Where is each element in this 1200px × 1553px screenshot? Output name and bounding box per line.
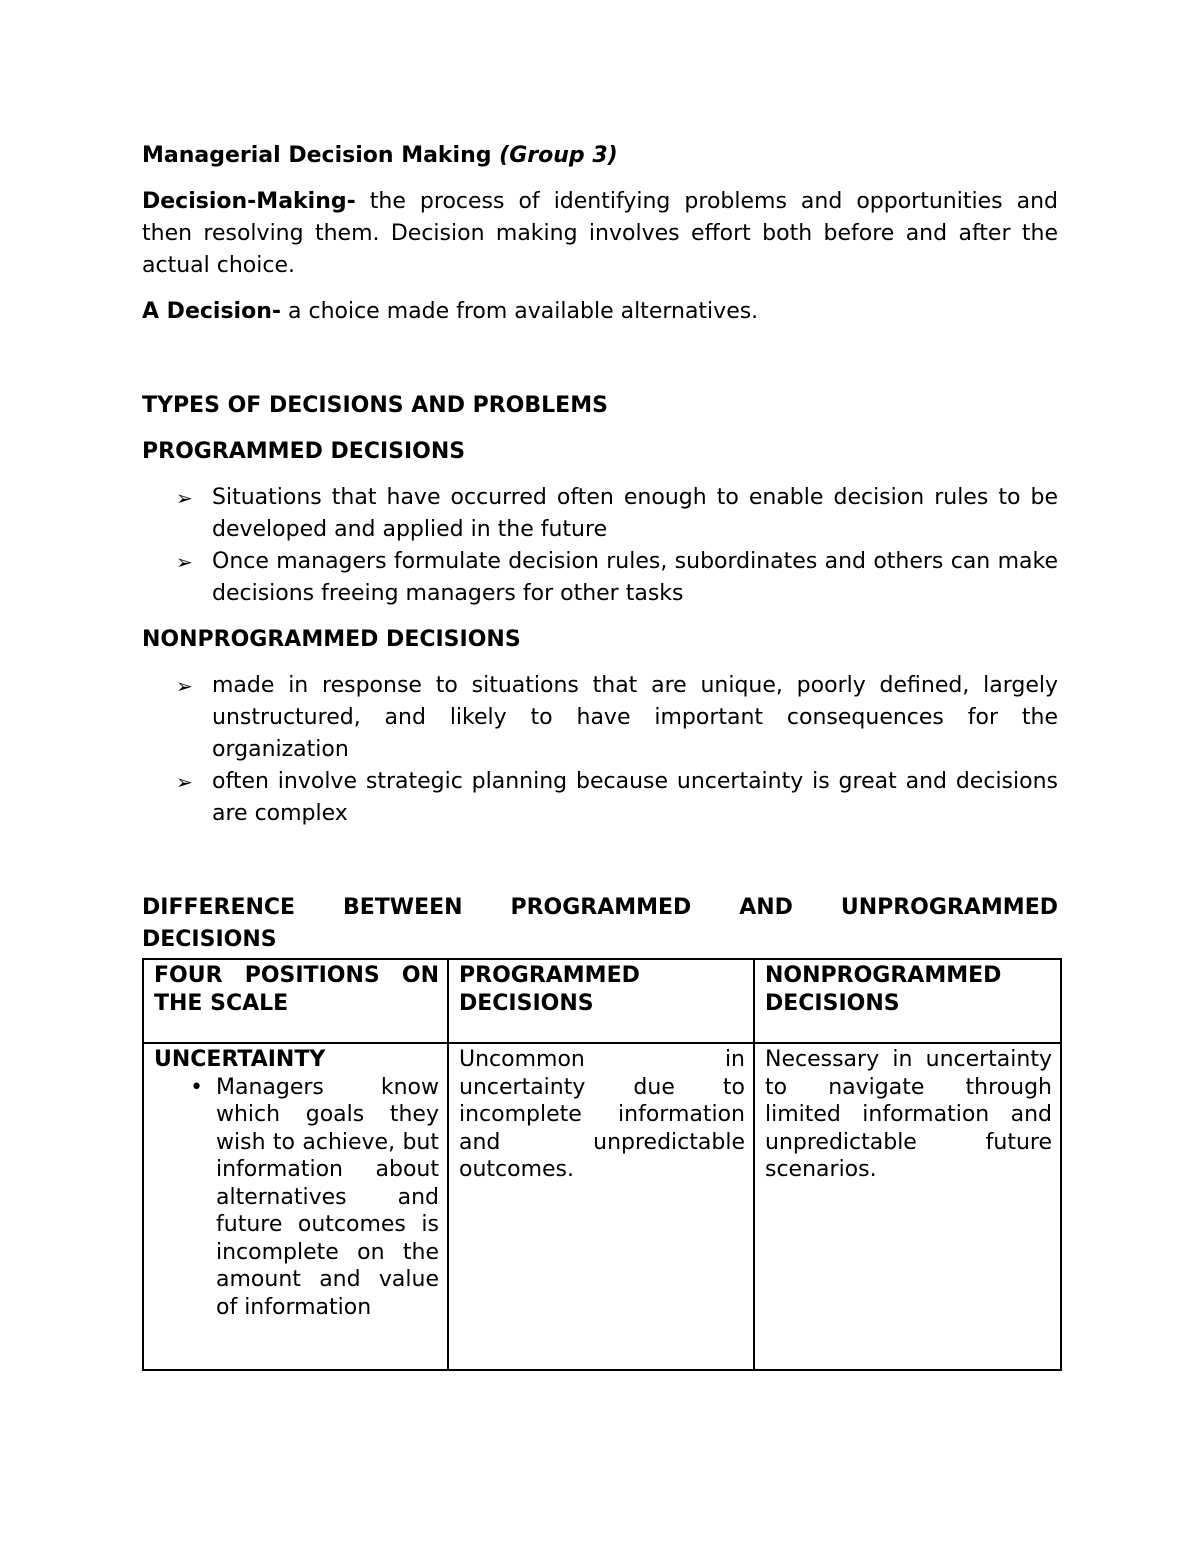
definition-decision-making xyxy=(142,186,1058,282)
nonprogrammed-list xyxy=(142,670,1058,830)
cell-nonprogrammed: Necessary in uncertainty to navigate through limited information and unpredictable future scenarios. xyxy=(754,1043,1061,1370)
definition-text: the process of identifying problems and opportunities and then resolving them. Decision making involves effort both before and after the actual choice. xyxy=(142,189,1058,278)
list-item xyxy=(142,482,1058,546)
list-item xyxy=(142,766,1058,830)
definition-term: Decision-Making- xyxy=(142,189,356,214)
page-title xyxy=(142,140,1058,172)
nonprogrammed-heading: NONPROGRAMMED DECISIONS xyxy=(142,627,521,652)
spacer xyxy=(142,342,1058,390)
programmed-heading: PROGRAMMED DECISIONS xyxy=(142,439,466,464)
types-heading: TYPES OF DECISIONS AND PROBLEMS xyxy=(142,393,608,418)
list-item-text: made in response to situations that are unique, poorly defined, largely unstructured, and likely to have important consequences for the organization xyxy=(212,673,1058,762)
programmed-list xyxy=(142,482,1058,610)
cell-uncertainty xyxy=(143,1043,448,1370)
header-cell-programmed: PROGRAMMED DECISIONS xyxy=(448,959,754,1043)
row-bullet xyxy=(144,1074,439,1322)
comparison-table xyxy=(142,958,1062,1371)
title-main: Managerial Decision Making xyxy=(142,143,500,168)
list-item-text: Once managers formulate decision rules, subordinates and others can make decisions freeing managers for other tasks xyxy=(212,549,1058,606)
list-item-text: Situations that have occurred often enough to enable decision rules to be developed and applied in the future xyxy=(212,485,1058,542)
arrow-bullet-icon: ➢ xyxy=(176,550,193,574)
spacer xyxy=(142,844,1058,892)
table-header-row xyxy=(143,959,1061,1043)
header-cell-nonprogrammed: NONPROGRAMMED DECISIONS xyxy=(754,959,1061,1043)
arrow-bullet-icon: ➢ xyxy=(176,674,193,698)
list-item-text: often involve strategic planning because uncertainty is great and decisions are complex xyxy=(212,769,1058,826)
title-group: (Group 3) xyxy=(499,143,618,168)
definition-text: a choice made from available alternatives. xyxy=(281,299,759,324)
list-item xyxy=(142,670,1058,766)
table-row xyxy=(143,1043,1061,1370)
header-cell-positions: FOUR POSITIONS ON THE SCALE xyxy=(143,959,448,1043)
arrow-bullet-icon: ➢ xyxy=(176,486,193,510)
row-label: UNCERTAINTY xyxy=(154,1047,326,1072)
arrow-bullet-icon: ➢ xyxy=(176,770,193,794)
definition-term: A Decision- xyxy=(142,299,281,324)
definition-a-decision xyxy=(142,296,1058,328)
difference-heading-line2: DECISIONS xyxy=(142,927,277,952)
document-content xyxy=(142,140,1058,1371)
cell-programmed: Uncommon in uncertainty due to incomplete information and unpredictable outcomes. xyxy=(448,1043,754,1370)
bullet-dot-icon: • xyxy=(190,1074,203,1100)
row-bullet-text: Managers know which goals they wish to achieve, but information about alternatives and future outcomes is incomplete on the amount and value of information xyxy=(216,1074,439,1320)
difference-heading-line1: DIFFERENCE BETWEEN PROGRAMMED AND UNPROGRAMMED xyxy=(142,895,1058,920)
list-item xyxy=(142,546,1058,610)
